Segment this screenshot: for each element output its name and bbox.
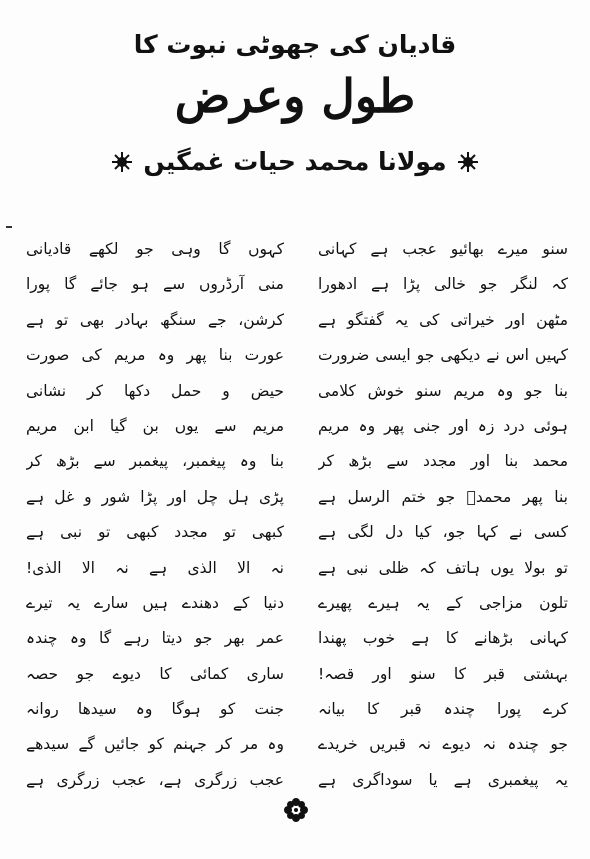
verse-line: نہ الا الذی ہے نہ الا الذی! bbox=[26, 558, 284, 577]
verse-line: وہ مر کر جہنم کو جائیں گے سیدھے bbox=[26, 735, 284, 754]
poem-left-column bbox=[26, 232, 284, 798]
verse-line: بنا وہ پیغمبر، پیغمبر سے بڑھ کر bbox=[26, 452, 284, 471]
poem-header bbox=[0, 26, 590, 128]
verse-line: یہ پیغمبری ہے یا سوداگری ہے bbox=[318, 770, 568, 789]
verse-line: محمد بنا اور مجدد سے بڑھ کر bbox=[318, 452, 568, 471]
verse-line: ہوئی درد زہ اور جنی پھر وہ مریم bbox=[318, 416, 568, 435]
verse-line: عمر بھر جو دیتا رہے گا وہ چندہ bbox=[26, 629, 284, 648]
verse-line: جنت کو ہوگا وہ سیدھا روانہ bbox=[26, 700, 284, 719]
verse-line: عورت بنا پھر وہ مریم کی صورت bbox=[26, 346, 284, 365]
verse-line: مریم سے یوں بن گیا ابن مریم bbox=[26, 416, 284, 435]
verse-line: تو بولا یوں ہاتف کہ ظلی نبی ہے bbox=[318, 558, 568, 577]
margin-mark bbox=[6, 226, 12, 228]
author-name: مولانا محمد حیات غمگیں bbox=[143, 147, 447, 176]
poem-right-column bbox=[318, 232, 568, 798]
poem-title: طول وعرض bbox=[174, 69, 416, 123]
verse-line: کرشن، جے سنگھ بہادر بھی تو ہے bbox=[26, 310, 284, 329]
verse-line: مٹھن اور خیراتی کی یہ گفتگو ہے bbox=[318, 310, 568, 329]
author-line bbox=[0, 142, 590, 182]
verse-line: عجب زرگری ہے، عجب زرگری ہے bbox=[26, 770, 284, 789]
verse-line: کہانی بڑھانے کا ہے خوب پھندا bbox=[318, 629, 568, 648]
verse-line: بنا جو وہ مریم سنو خوش کلامی bbox=[318, 381, 568, 400]
verse-line: دنیا کے دھندے ہیں سارے یہ تیرے bbox=[26, 593, 284, 612]
verse-line: ساری کمائی کا دیوے جو حصہ bbox=[26, 664, 284, 683]
verse-line: جو چندہ نہ دیوے نہ قبریں خریدے bbox=[318, 735, 568, 754]
verse-line: منی آرڈروں سے ہو جائے گا پورا bbox=[26, 275, 284, 294]
verse-line: کبھی تو مجدد کبھی تو نبی ہے bbox=[26, 523, 284, 542]
star-ornament-icon bbox=[111, 151, 133, 173]
verse-line: سنو میرے بھائیو عجب ہے کہانی bbox=[318, 240, 568, 258]
verse-line: بہشتی قبر کا سنو اور قصہ! bbox=[318, 664, 568, 683]
verse-line: حیض و حمل دکھا کر نشانی bbox=[26, 381, 284, 400]
poem-supertitle: قادیان کی جھوٹی نبوت کا bbox=[133, 30, 457, 59]
verse-line: کہوں گا وہی جو لکھے قادیانی bbox=[26, 240, 284, 258]
verse-line: کہ لنگر جو خالی پڑا ہے ادھورا bbox=[318, 275, 568, 294]
verse-line: کسی نے کہا جو، کیا دل لگی ہے bbox=[318, 523, 568, 542]
verse-line: کرے پورا چندہ قبر کا بیانہ bbox=[318, 700, 568, 719]
verse-line: پڑی ہل چل اور پڑا شور و غل ہے bbox=[26, 487, 284, 506]
verse-line: بنا پھر محمدؐ جو ختم الرسل ہے bbox=[318, 487, 568, 506]
verse-line: کہیں اس نے دیکھی جو ایسی ضرورت bbox=[318, 346, 568, 365]
flower-ornament-icon bbox=[283, 797, 309, 823]
verse-line: تلون مزاجی کے یہ ہیرے پھیرے bbox=[318, 593, 568, 612]
star-ornament-icon bbox=[457, 151, 479, 173]
